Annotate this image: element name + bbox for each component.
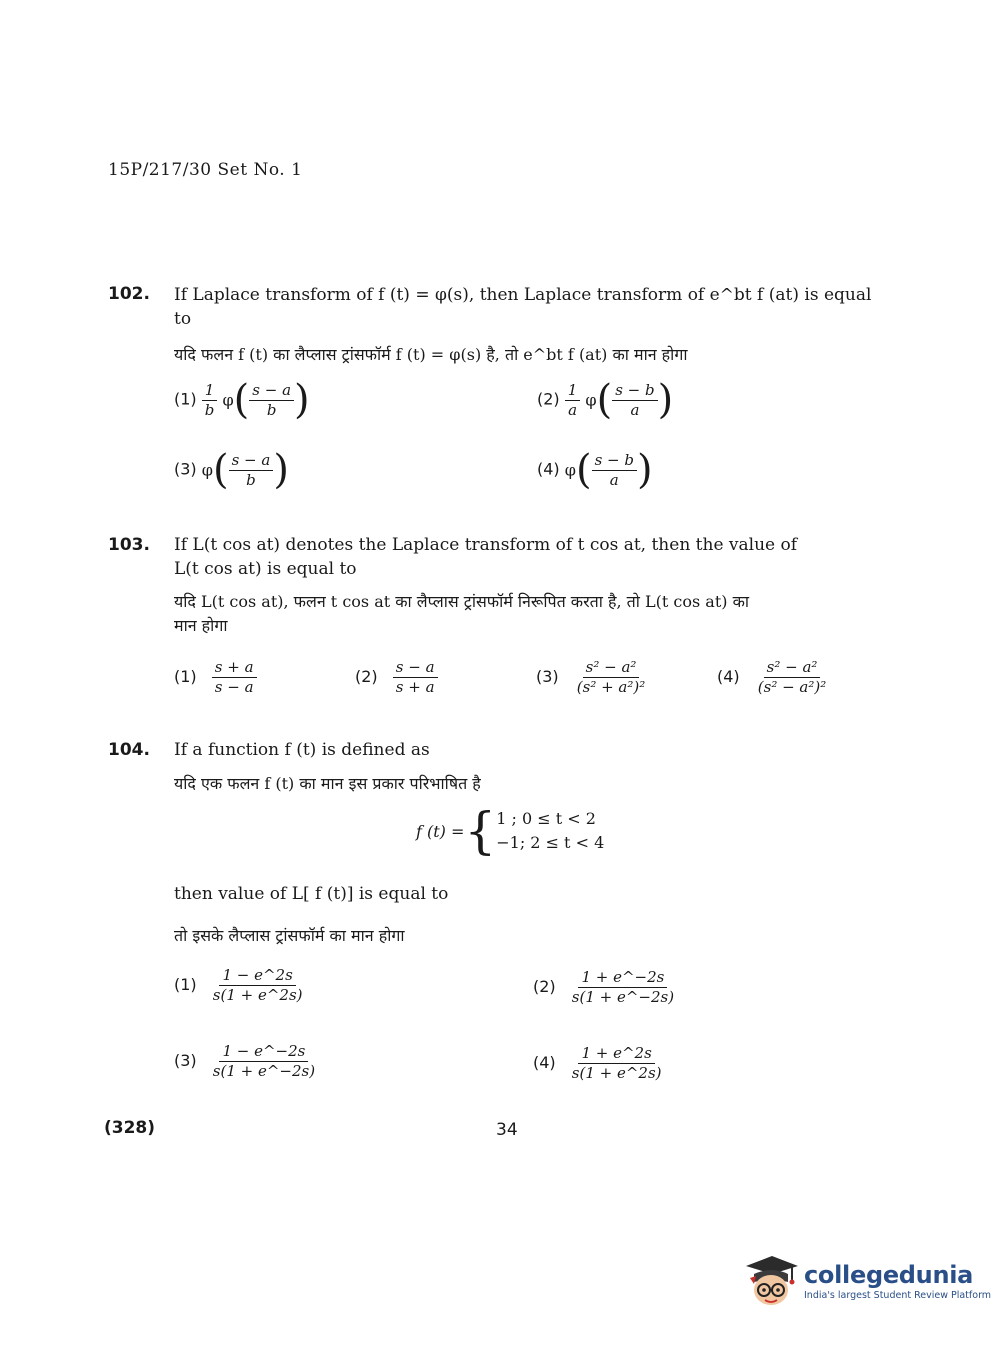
question-number-104: 104. xyxy=(108,740,150,760)
q103-option-1[interactable] xyxy=(174,658,257,697)
q102-option-2[interactable]: (2) $\frac{1}{a}$ φ( $\frac{s - b}{a}$ ) xyxy=(537,377,674,423)
option-fraction: $\frac{s - a}{s + a}$ xyxy=(393,658,438,697)
question-103-text-hi xyxy=(174,590,749,638)
phi-symbol: φ xyxy=(201,460,213,480)
q102-option-4[interactable]: (4) φ( $\frac{s - b}{a}$ ) xyxy=(537,447,653,493)
question-103-hi-line1: यदि L(t cos at), फलन t cos at का लैप्लास ट्रांसफॉर्म निरूपित करता है, तो L(t cos at) का xyxy=(174,592,750,611)
case-row-1: 1 ; 0 ≤ t < 2 xyxy=(496,809,596,828)
option-fraction: $\frac{s - b}{a}$ xyxy=(592,451,637,490)
coefficient-fraction: $\frac{1}{a}$ xyxy=(565,381,581,420)
option-fraction: $\frac{1 + e\^{}-2s}{s(1 + e\^{}-2s)}$ xyxy=(571,968,675,1006)
question-103-text-en xyxy=(174,533,924,581)
option-label: (3) xyxy=(174,459,197,479)
piecewise-cases xyxy=(496,807,604,855)
question-104-en-line2: then value of L[ f (t)] is equal to xyxy=(174,884,449,904)
phi-symbol: φ xyxy=(222,390,234,410)
option-fraction: $\frac{s - b}{a}$ xyxy=(612,381,657,420)
question-102-text-en xyxy=(174,283,924,331)
q103-option-3[interactable] xyxy=(536,658,648,697)
option-label: (2) xyxy=(355,667,378,686)
q104-option-1[interactable] xyxy=(174,966,306,1005)
question-104-hi-line2: तो इसके लैप्लास ट्रांसफॉर्म का मान होगा xyxy=(174,926,405,945)
q104-option-4[interactable] xyxy=(533,1044,665,1083)
option-label: (4) xyxy=(717,667,740,686)
piecewise-definition xyxy=(416,802,605,860)
option-label: (4) xyxy=(533,1053,556,1072)
logo-tagline: India's largest Student Review Platform xyxy=(804,1290,992,1301)
question-103-en-line1: If L(t cos at) denotes the Laplace transform of t cos at, then the value of xyxy=(174,535,798,555)
page-number: 34 xyxy=(496,1120,518,1140)
paper-header: 15P/217/30 Set No. 1 xyxy=(108,160,303,180)
option-fraction: $\frac{s + a}{s - a}$ xyxy=(212,658,257,697)
question-103-hi-line2: मान होगा xyxy=(174,616,228,635)
logo-name: collegedunia xyxy=(804,1261,974,1289)
option-fraction: $\frac{s - a}{b}$ xyxy=(229,451,274,490)
option-fraction: $\frac{s - a}{b}$ xyxy=(249,381,294,420)
q104-option-2[interactable] xyxy=(533,968,677,1007)
option-fraction: $\frac{1 - e\^{}2s}{s(1 + e\^{}2s)}$ xyxy=(212,966,303,1004)
q102-option-3[interactable]: (3) φ( $\frac{s - a}{b}$ ) xyxy=(174,447,289,493)
question-102-en-line2: to xyxy=(174,309,192,329)
option-fraction: $\frac{1 - e\^{}-2s}{s(1 + e\^{}-2s)}$ xyxy=(212,1042,316,1080)
paper-code: (328) xyxy=(104,1118,156,1138)
question-103-en-line2: L(t cos at) is equal to xyxy=(174,559,357,579)
q103-option-2[interactable] xyxy=(355,658,438,697)
option-fraction: $\frac{1 + e\^{}2s}{s(1 + e\^{}2s)}$ xyxy=(571,1044,662,1082)
question-102-en-line1: If Laplace transform of f (t) = φ(s), then Laplace transform of e^bt f (at) is equal xyxy=(174,285,872,305)
case-row-2: −1; 2 ≤ t < 4 xyxy=(496,833,605,852)
q104-option-3[interactable] xyxy=(174,1042,318,1081)
collegedunia-logo[interactable] xyxy=(742,1252,991,1310)
option-fraction: $\frac{\text{s² − a²}}{\text{(s² − a²)²}}$ xyxy=(757,658,827,696)
option-fraction: $\frac{\text{s² − a²}}{\text{(s² + a²)²}}$ xyxy=(576,658,646,696)
q102-option-1[interactable]: (1) $\frac{1}{b}$ φ( $\frac{s - a}{b}$ ) xyxy=(174,377,310,423)
question-102-text-hi: यदि फलन f (t) का लैप्लास ट्रांसफॉर्म f (t) = φ(s) है, तो e^bt f (at) का मान होगा xyxy=(174,345,688,364)
option-label: (3) xyxy=(536,667,559,686)
option-label: (2) xyxy=(537,389,560,409)
question-104-en-line1: If a function f (t) is defined as xyxy=(174,740,430,760)
left-brace: { xyxy=(464,802,497,860)
definition-lhs: f (t) = xyxy=(416,821,465,841)
q103-option-4[interactable] xyxy=(717,658,829,697)
option-label: (2) xyxy=(533,977,556,996)
option-label: (1) xyxy=(174,975,197,994)
question-104-hi-line1: यदि एक फलन f (t) का मान इस प्रकार परिभाषित है xyxy=(174,774,481,793)
mascot-icon xyxy=(742,1252,800,1310)
question-number-103: 103. xyxy=(108,535,150,555)
phi-symbol: φ xyxy=(585,390,597,410)
phi-symbol: φ xyxy=(564,460,576,480)
option-label: (1) xyxy=(174,389,197,409)
question-number-102: 102. xyxy=(108,284,150,304)
option-label: (3) xyxy=(174,1051,197,1070)
option-label: (1) xyxy=(174,667,197,686)
option-label: (4) xyxy=(537,459,560,479)
coefficient-fraction: $\frac{1}{b}$ xyxy=(202,381,218,420)
